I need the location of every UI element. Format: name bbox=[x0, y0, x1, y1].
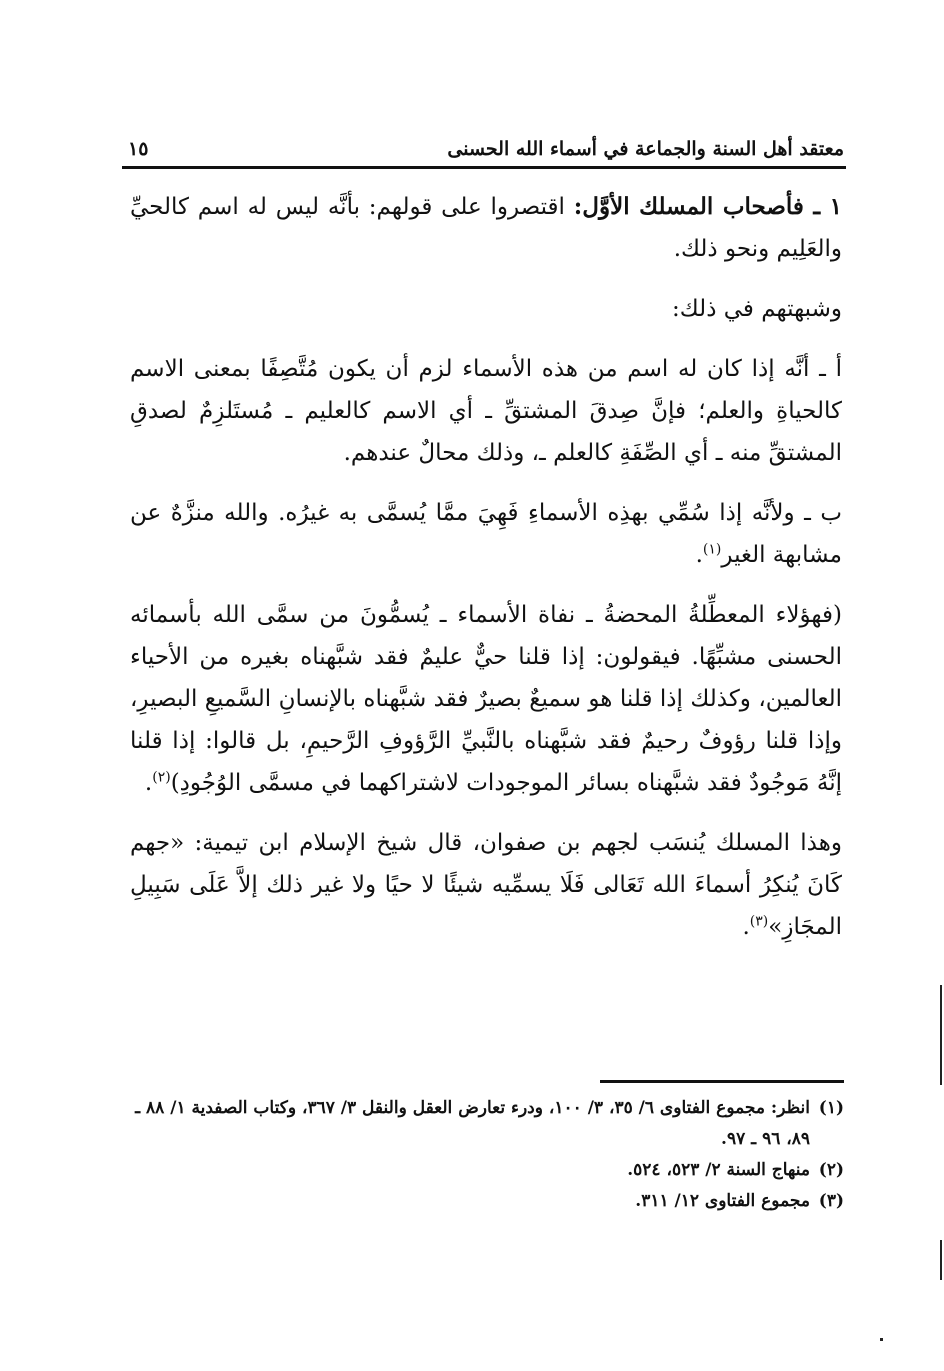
footnote-number: (٢) bbox=[818, 1160, 844, 1180]
paragraph-2 bbox=[130, 288, 842, 330]
paragraph-end: . bbox=[742, 914, 750, 940]
paragraph-4 bbox=[130, 492, 842, 576]
footnote-text: منهاج السنة ٢/ ٥٢٣، ٥٢٤. bbox=[627, 1160, 810, 1180]
paragraph-text: اقتصروا على قولهم: بأنَّه ليس له اسم كالحيِّ والعَلِيم ونحو ذلك. bbox=[130, 194, 842, 262]
paragraph-3 bbox=[130, 348, 842, 474]
paragraph-text: أ ـ أنَّه إذا كان له اسم من هذه الأسماء لزم أن يكون مُتَّصِفًا بمعنى الاسم كالحياةِ والعلم؛ فإنَّ صِدقَ المشتقِّ ـ أي الاسم كالعليم ـ مُستَلزِمٌ لصدقِ المشتقِّ منه ـ أي الصِّفَةِ كالعلم ـ، وذلك محالٌ عندهم. bbox=[130, 356, 842, 466]
footnote-ref: (١) bbox=[702, 541, 722, 558]
footnote-3 bbox=[130, 1186, 844, 1217]
footnote-rule bbox=[600, 1080, 844, 1083]
paragraph-5 bbox=[130, 594, 842, 804]
scan-dust-mark bbox=[880, 1338, 883, 1341]
footnote-number: (٣) bbox=[818, 1191, 844, 1211]
page-number: ١٥ bbox=[128, 138, 149, 160]
paragraph-text: ب ـ ولأنَّه إذا سُمِّي بهذِه الأسماءِ فَهِيَ ممَّا يُسمَّى به غيرُه. والله منزَّهٌ عن مشابهة الغير bbox=[130, 500, 842, 568]
paragraph-text: (فهؤلاء المعطِّلةُ المحضةُ ـ نفاة الأسماء ـ يُسمُّونَ من سمَّى الله بأسمائه الحسنى مشبِّهًا. فيقولون: إذا قلنا حيٌّ عليمٌ فقد شبَّهناه بغيره من الأحياء العالمين، وكذلك إذا قلنا هو سميعٌ بصيرٌ فقد شبَّهناه بالإنسانِ السَّميعِ البصيرِ، وإذا قلنا رؤوفٌ رحيمٌ فقد شبَّهناه بالنَّبيِّ الرَّؤوفِ الرَّحيمِ، بل قالوا: إذا قلنا إنَّهُ مَوجُودٌ فقد شبَّهناه بسائر الموجودات لاشتراكهما في مسمَّى الوُجُودِ) bbox=[130, 602, 842, 796]
paragraph-1 bbox=[130, 186, 842, 270]
footnote-number: (١) bbox=[818, 1098, 844, 1118]
scan-edge-mark bbox=[940, 1240, 942, 1280]
running-header bbox=[128, 126, 844, 160]
footnote-1 bbox=[130, 1093, 844, 1155]
paragraph-6 bbox=[130, 822, 842, 948]
running-title: معتقد أهل السنة والجماعة في أسماء الله الحسنى bbox=[447, 138, 844, 160]
scan-edge-mark bbox=[940, 985, 942, 1085]
footnote-ref: (٢) bbox=[152, 769, 171, 786]
footnote-ref: (٣) bbox=[749, 913, 769, 930]
footnote-text: مجموع الفتاوى ١٢/ ٣١١. bbox=[635, 1191, 810, 1211]
section-lead: ١ ـ فأصحاب المسلك الأوَّل: bbox=[573, 193, 842, 220]
paragraph-end: . bbox=[144, 770, 153, 796]
main-text bbox=[130, 186, 842, 966]
paragraph-text: وشبهتهم في ذلك: bbox=[672, 296, 842, 322]
paragraph-end: . bbox=[695, 542, 703, 568]
footnotes bbox=[130, 1093, 844, 1217]
paragraph-text: وهذا المسلك يُنسَب لجهم بن صفوان، قال شيخ الإسلام ابن تيمية: «جهم كَانَ يُنكِرُ أسماءَ الله تَعَالى فَلَا يسمِّيه شيئًا لا حيًا ولا غير ذلك إلاَّ عَلَى سَبِيلِ المجَازِ» bbox=[130, 830, 842, 940]
header-rule bbox=[122, 166, 846, 169]
footnote-text: انظر: مجموع الفتاوى ٦/ ٣٥، ٣/ ١٠٠، ودرء تعارض العقل والنقل ٣/ ٣٦٧، وكتاب الصفدية ١/ ٨٨ ـ ٨٩، ٩٦ ـ ٩٧. bbox=[135, 1098, 810, 1149]
footnote-2 bbox=[130, 1155, 844, 1186]
